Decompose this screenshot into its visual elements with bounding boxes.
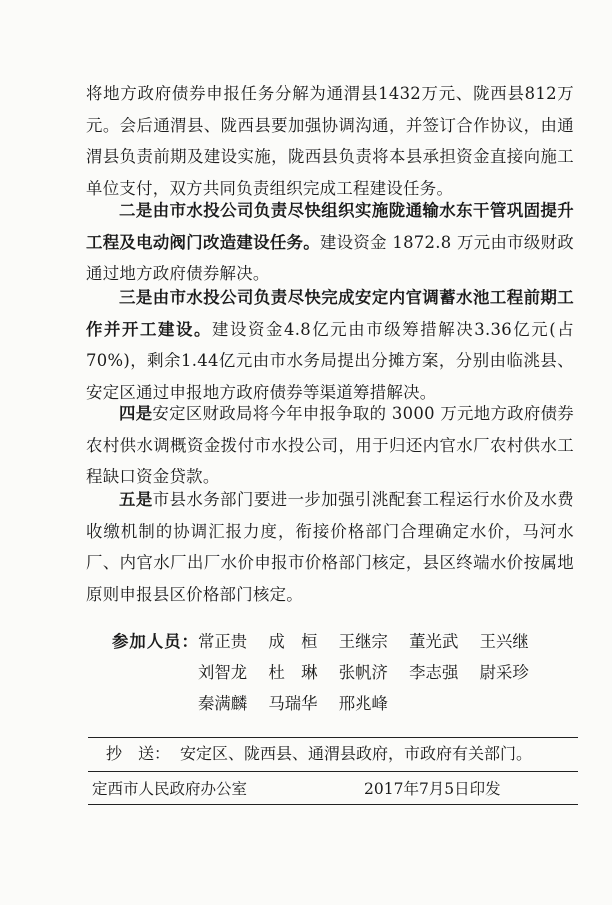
print-date: 2017年7月5日印发 [364,780,501,798]
issuing-office: 定西市人民政府办公室 [92,780,248,798]
participant-name: 马瑞华 [268,694,318,713]
participant-name: 王继宗 [338,632,388,651]
paragraph-5 [86,484,574,610]
paragraph-2 [86,195,574,290]
paragraph-2-text: 建设资金 1872.8 万元由市级财政通过地方政府债券解决。 [86,232,574,283]
divider-top [88,737,578,738]
paragraph-4-text: 安定区财政局将今年申报争取的 3000 万元地方政府债券农村供水调概资金拨付市水投公司，用于归还内官水厂农村供水工程缺口资金贷款。 [86,404,574,486]
participant-name: 董光武 [409,632,459,651]
paragraph-4 [86,398,574,493]
cc-recipients: 安定区、陇西县、通渭县政府，市政府有关部门。 [180,744,533,763]
participant-name: 邢兆峰 [338,694,388,713]
participant-name: 李志强 [409,663,459,682]
participant-name: 尉采珍 [479,663,529,682]
participants-row [198,657,545,688]
participants-row [198,688,404,719]
participant-name: 张帆济 [338,663,388,682]
participant-name: 刘智龙 [198,663,248,682]
paragraph-4-lead: 四是 [119,404,153,423]
paragraph-3-lead: 三是由市水投公司负责尽快完成安定内官调蓄水池工程前期工作并开工建设。 [86,288,574,339]
participant-name: 成 桓 [268,632,318,651]
paragraph-5-text: 市县水务部门要进一步加强引洮配套工程运行水价及水费收缴机制的协调汇报力度，衔接价格部门合理确定水价，马河水厂、内官水厂出厂水价申报市价格部门核定，县区终端水价按属地原则申报县区价格部门核定。 [86,490,574,604]
participants-row [198,626,545,657]
paragraph-1-text: 将地方政府债券申报任务分解为通渭县1432万元、陇西县812万元。会后通渭县、陇西县要加强协调沟通，并签订合作协议，由通渭县负责前期及建设实施，陇西县负责将本县承担资金直接向施工单位支付，双方共同负责组织完成工程建设任务。 [86,84,574,198]
participant-name: 秦满麟 [198,694,248,713]
participant-name: 常正贵 [198,632,248,651]
cc-label: 抄 送： [106,744,171,763]
participant-name: 杜 琳 [268,663,318,682]
paragraph-2-lead: 二是由市水投公司负责尽快组织实施陇通输水东干管巩固提升工程及电动阀门改造建设任务。 [86,201,574,252]
divider-middle [88,771,578,772]
paragraph-3 [86,282,574,408]
participant-name: 王兴继 [479,632,529,651]
cc-line [106,741,576,767]
divider-bottom [88,804,578,805]
paragraph-5-lead: 五是 [119,490,153,509]
participants-label: 参加人员： [112,632,199,651]
paragraph-3-text: 建设资金4.8亿元由市级筹措解决3.36亿元(占70%)，剩余1.44亿元由市水务局提出分摊方案，分别由临洮县、安定区通过申报地方政府债券等渠道筹措解决。 [86,319,575,402]
paragraph-1 [86,78,574,204]
